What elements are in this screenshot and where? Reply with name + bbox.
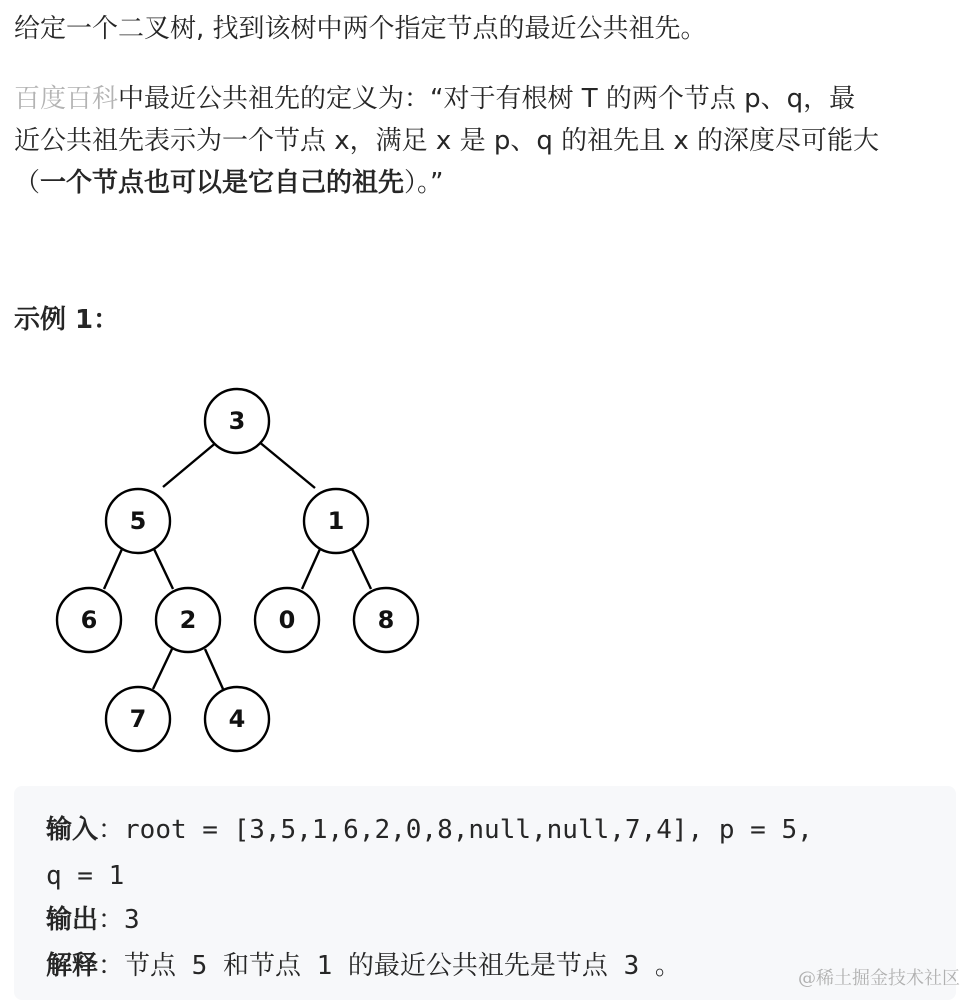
baidu-baike-link[interactable]: 百度百科: [14, 84, 119, 114]
tree-edge-1-0: [302, 549, 320, 589]
input-label: 输入: [46, 815, 99, 845]
output-value: ：3: [98, 905, 140, 935]
tree-node-label: 4: [228, 705, 246, 733]
tree-edge-5-2: [154, 549, 173, 589]
tree-node: [205, 389, 269, 453]
tree-node: [106, 489, 170, 553]
definition-bold-note: 一个节点也可以是它自己的祖先: [40, 168, 405, 198]
tree-node-label: 3: [228, 407, 246, 435]
lca-definition: [14, 78, 879, 204]
tree-node: [255, 588, 319, 652]
tree-node-label: 1: [327, 507, 345, 535]
input-line-continued: q = 1: [46, 861, 125, 891]
tree-node: [106, 687, 170, 751]
tree-node: [304, 489, 368, 553]
output-line: [46, 900, 140, 940]
tree-node-label: 5: [129, 507, 147, 535]
tree-node-label: 7: [129, 705, 147, 733]
explanation-value: ：节点 5 和节点 1 的最近公共祖先是节点 3 。: [98, 951, 681, 981]
definition-text-b: 近公共祖先表示为一个节点 x，满足 x 是 p、q 的祖先且 x 的深度尽可能大: [14, 126, 880, 156]
tree-node: [156, 588, 220, 652]
definition-text-a: 中最近公共祖先的定义为：“对于有根树 T 的两个节点 p、q，最: [118, 84, 856, 114]
binary-tree-diagram: [0, 380, 460, 770]
tree-edge-2-4: [205, 649, 223, 689]
tree-edge-1-8: [352, 549, 371, 589]
explanation-label: 解释: [46, 951, 99, 981]
tree-edge-3-5: [163, 441, 218, 487]
tree-node: [354, 588, 418, 652]
problem-statement: 给定一个二叉树, 找到该树中两个指定节点的最近公共祖先。: [14, 14, 707, 44]
tree-edge-5-6: [104, 549, 122, 589]
tree-node: [205, 687, 269, 751]
definition-paren-open: （: [14, 168, 41, 198]
juejin-watermark: @稀土掘金技术社区: [798, 968, 960, 989]
input-line: [46, 810, 813, 850]
tree-node-label: 6: [80, 606, 98, 634]
definition-paren-close: ）。”: [404, 168, 444, 198]
tree-edge-2-7: [153, 649, 172, 689]
tree-edge-3-1: [258, 441, 315, 488]
tree-node-label: 2: [179, 606, 197, 634]
tree-node-label: 0: [278, 606, 296, 634]
explanation-line: [46, 946, 681, 986]
tree-node: [57, 588, 121, 652]
input-value: ：root = [3,5,1,6,2,0,8,null,null,7,4], p = 5,: [98, 815, 813, 845]
tree-node-label: 8: [377, 606, 395, 634]
example-heading: 示例 1：: [14, 305, 120, 335]
output-label: 输出: [46, 905, 99, 935]
